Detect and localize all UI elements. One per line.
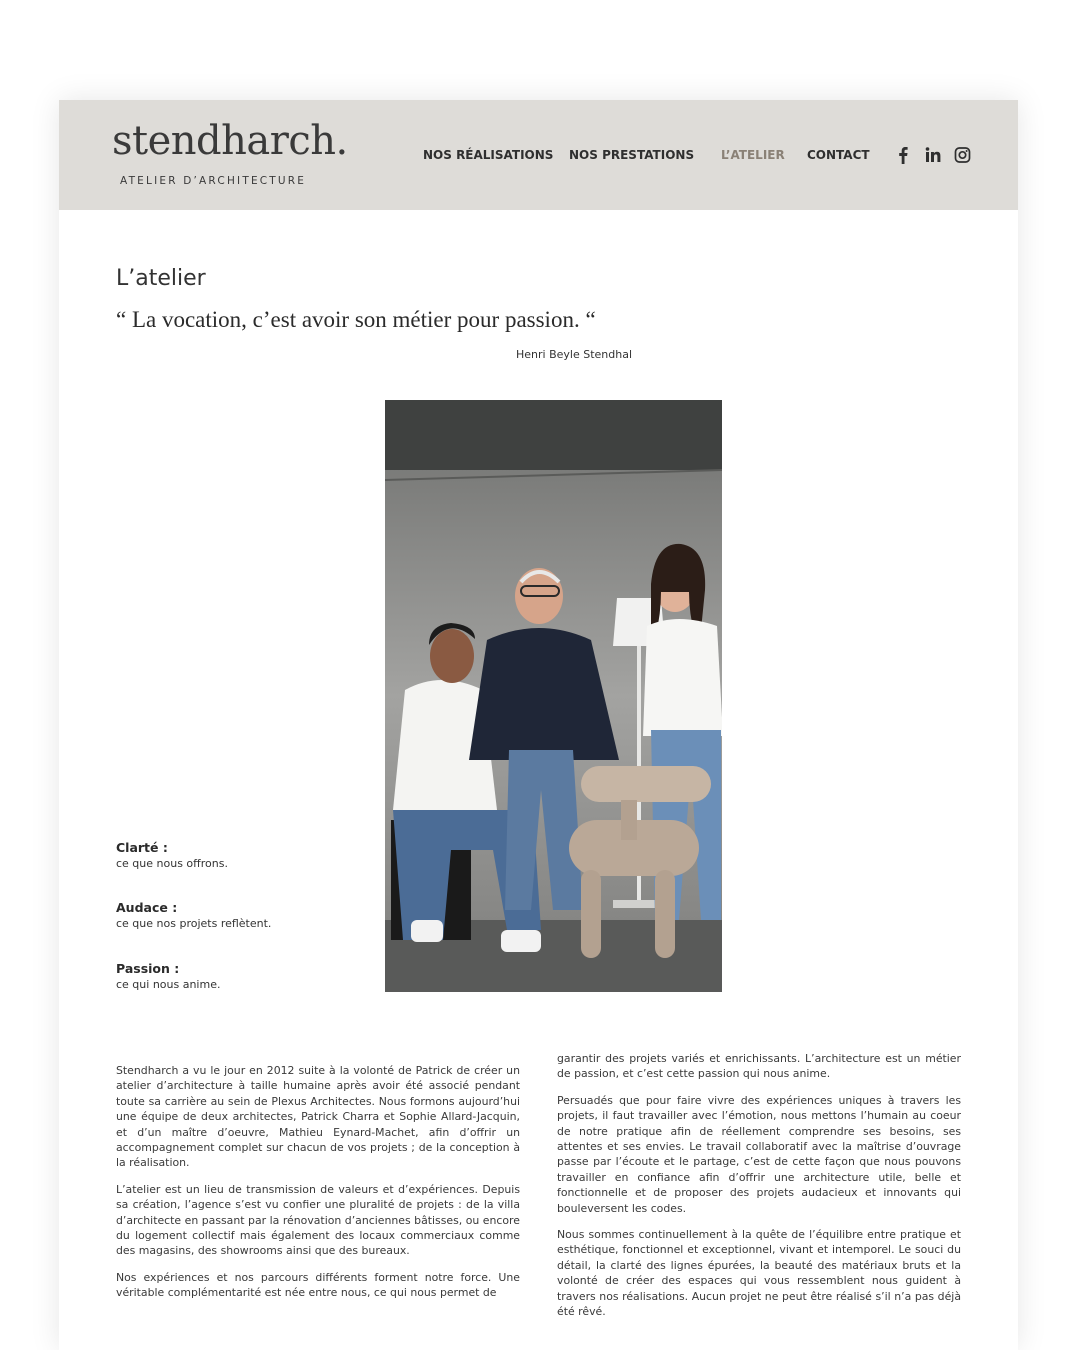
- paragraph: L’atelier est un lieu de transmission de valeurs et d’expériences. Depuis sa création, l’agence s’est vu confier une pluralité de projets : de la villa d’architecte en passant par la rénovation d’anciennes bâtisses, ou encore du logement collectif mais également des locaux commerciaux comme des magasins, des showrooms ainsi que des bureaux.: [116, 1182, 520, 1258]
- value-text: ce que nous offrons.: [116, 857, 228, 870]
- value-clarte: [116, 840, 228, 871]
- value-title: Clarté :: [116, 840, 168, 855]
- value-passion: [116, 961, 220, 992]
- paragraph: Nous sommes continuellement à la quête de l’équilibre entre pratique et esthétique, fonctionnel et exceptionnel, vivant et intemporel. Le souci du détail, la clarté des lignes épurées, la beauté des matériaux bruts et la volonté de créer des espaces qui vous ressemblent nous guident à travers nos réalisations. Aucun projet ne peut être réalisé s’il n’a pas déjà été rêvé.: [557, 1228, 961, 1319]
- main-nav: [59, 148, 1018, 168]
- value-audace: [116, 900, 271, 931]
- quote-text: “ La vocation, c’est avoir son métier pour passion. “: [116, 307, 596, 332]
- team-photo: [385, 400, 722, 992]
- text-column-right: [557, 1051, 961, 1331]
- facebook-icon[interactable]: [898, 146, 908, 164]
- logo-wordmark[interactable]: stendharch.: [112, 118, 348, 164]
- logo-tagline: ATELIER D’ARCHITECTURE: [120, 175, 307, 187]
- paragraph: Nos expériences et nos parcours différents forment notre force. Une véritable complémentarité est née entre nous, ce qui nous permet de: [116, 1270, 520, 1300]
- instagram-icon[interactable]: [954, 146, 972, 164]
- page-card: [59, 100, 1018, 1350]
- nav-nos-realisations[interactable]: NOS RÉALISATIONS: [423, 148, 554, 162]
- value-title: Audace :: [116, 900, 178, 915]
- nav-nos-prestations[interactable]: NOS PRESTATIONS: [569, 148, 695, 162]
- quote-author: Henri Beyle Stendhal: [516, 348, 633, 361]
- value-title: Passion :: [116, 961, 180, 976]
- nav-latelier[interactable]: L’ATELIER: [721, 148, 785, 162]
- linkedin-icon[interactable]: [925, 146, 941, 164]
- site-header: [59, 100, 1018, 210]
- page-title: L’atelier: [116, 266, 206, 291]
- paragraph: garantir des projets variés et enrichissants. L’architecture est un métier de passion, et c’est cette passion qui nous anime.: [557, 1052, 961, 1081]
- paragraph: Stendharch a vu le jour en 2012 suite à la volonté de Patrick de créer un atelier d’architecture à taille humaine après avoir été associé pendant toute sa carrière au sein de Plexus Architectes. Nous formons aujourd’hui une équipe de deux architectes, Patrick Charra et Sophie Allard-Jacquin, et d’un maître d’oeuvre, Mathieu Eynard-Machet, afin d’offrir un accompagnement complet sur chacun de vos projets ; de la conception à la réalisation.: [116, 1064, 520, 1170]
- value-text: ce qui nous anime.: [116, 978, 221, 991]
- nav-contact[interactable]: CONTACT: [807, 148, 870, 162]
- paragraph: Persuadés que pour faire vivre des expériences uniques à travers les projets, il faut travailler avec l’émotion, nous mettons l’humain au coeur de notre pratique afin de réellement comprendre ses besoins, ses attentes et ses envies. Le travail collaboratif avec la maîtrise d’ouvrage passe par l’écoute et le partage, c’est de cette façon que nous pouvons travailler en confiance afin d’offrir une architecture utile, belle et fonctionnelle et de proposer des projets audacieux et innovants qui bouleversent les codes.: [557, 1093, 961, 1215]
- text-column-left: [116, 1063, 520, 1312]
- value-text: ce que nos projets reflètent.: [116, 917, 272, 930]
